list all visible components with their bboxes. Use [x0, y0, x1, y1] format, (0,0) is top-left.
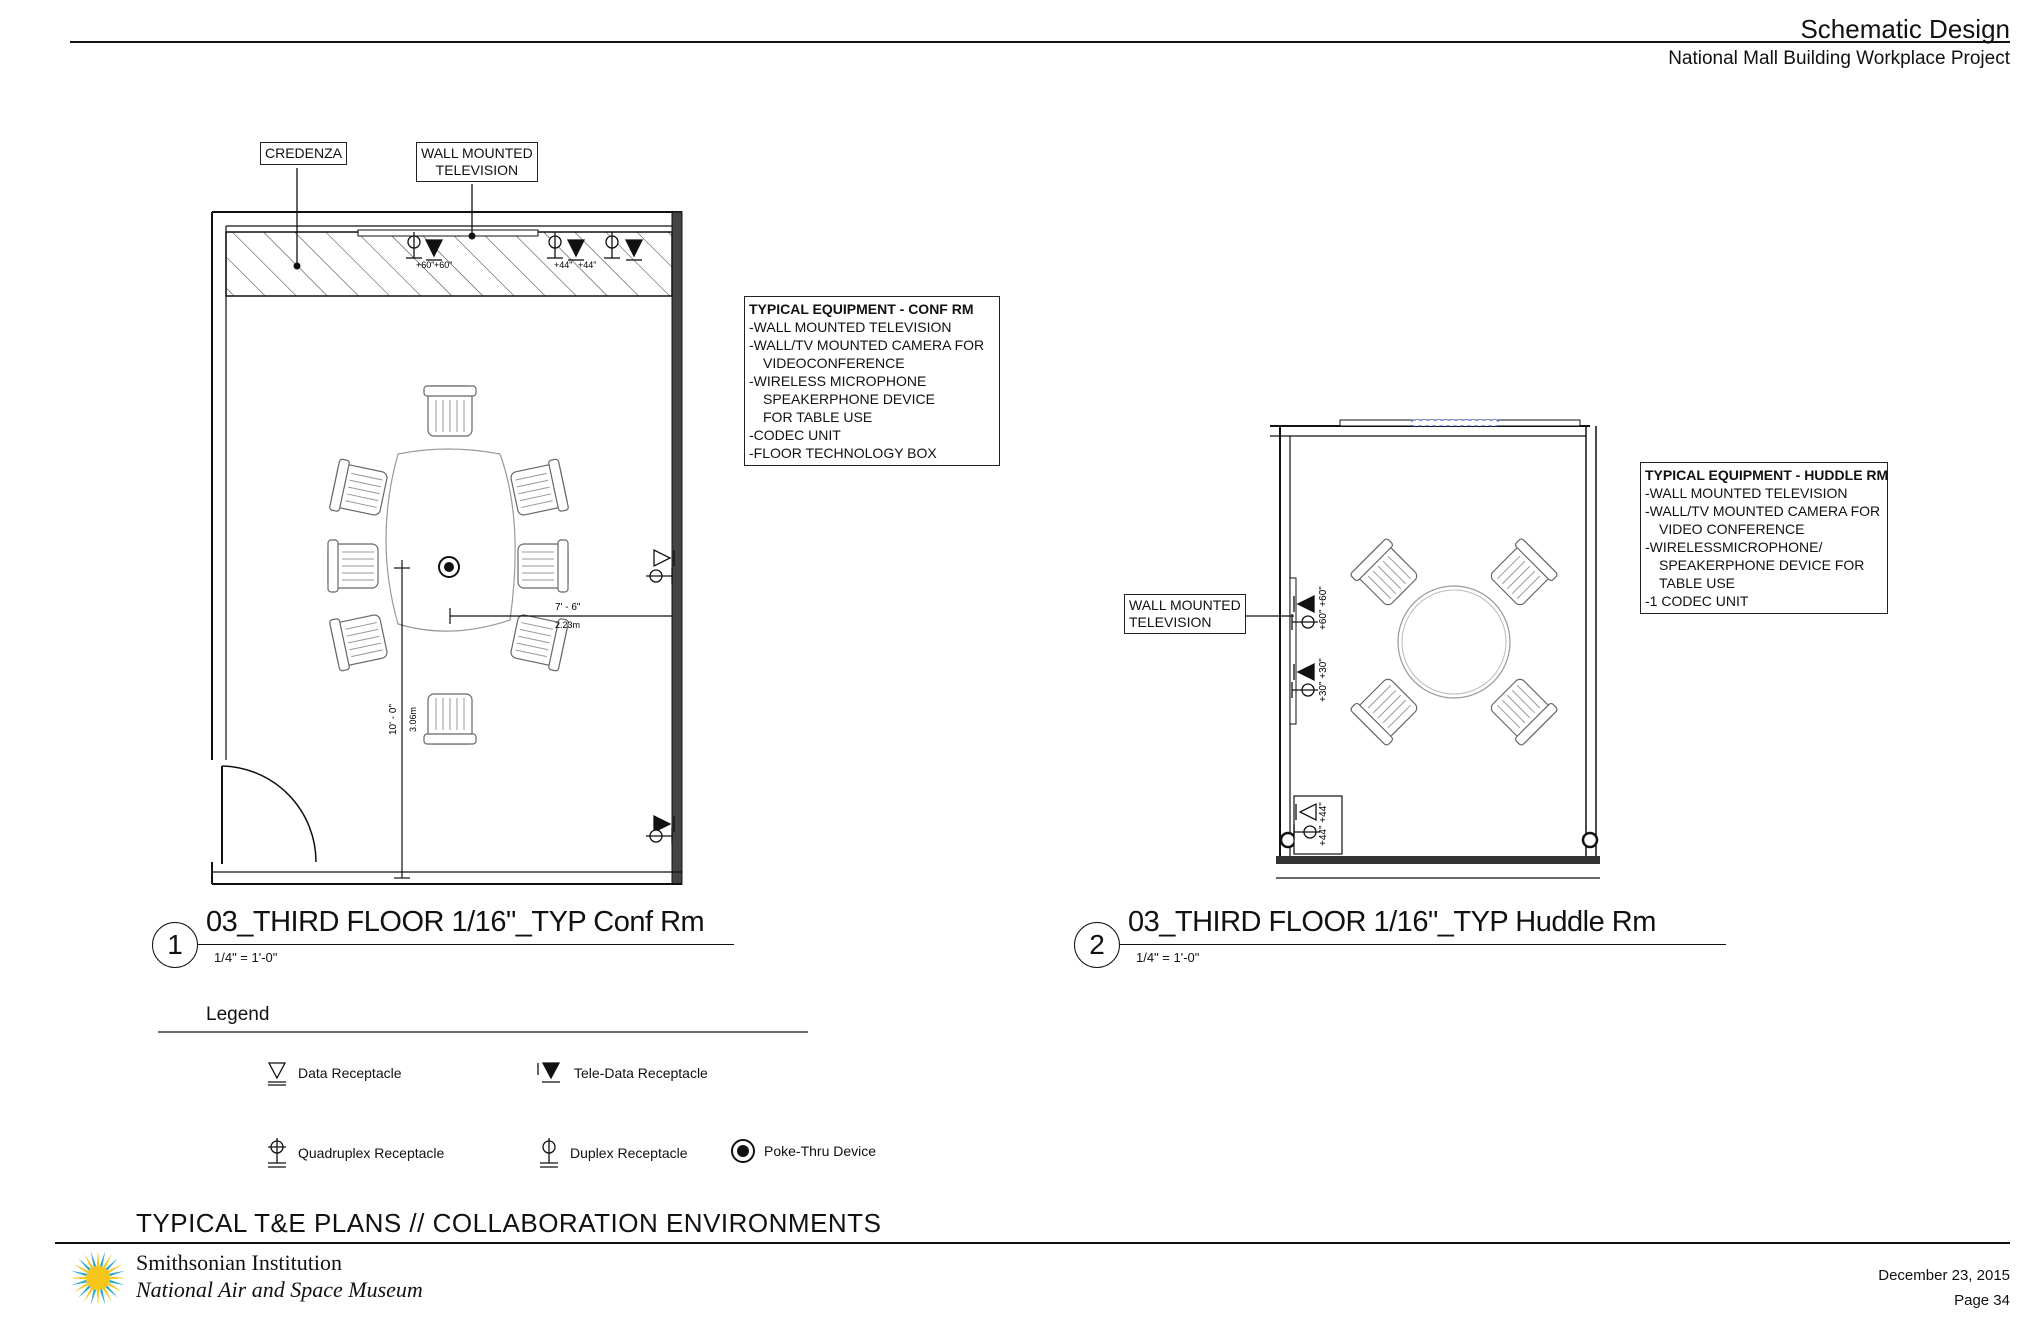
huddle-equipment-title: TYPICAL EQUIPMENT - HUDDLE RM — [1645, 467, 1889, 483]
legend-item-poke-thru-device — [730, 1136, 876, 1166]
conf-width-dimension: 7' - 6" — [555, 602, 581, 613]
sheet-date: December 23, 2015 — [1878, 1267, 2010, 1284]
quadruplex-receptacle-icon — [264, 1136, 290, 1170]
huddle-equipment-line: -1 CODEC UNIT — [1645, 593, 1749, 609]
view-2-title-rule — [1120, 944, 1726, 945]
conf-height-label-1: +60" — [416, 260, 435, 270]
logo-ray — [106, 1286, 118, 1298]
conf-width-metric: 2.23m — [555, 620, 581, 630]
logo-ray — [109, 1280, 125, 1285]
footer-rule — [55, 1242, 2010, 1244]
view-1-title-rule — [198, 944, 734, 945]
logo-ray — [71, 1271, 87, 1276]
view-1-title: 03_THIRD FLOOR 1/16"_TYP Conf Rm — [206, 906, 705, 938]
conf-height-label-4: +44" — [578, 260, 597, 270]
huddle-equipment-box — [1640, 462, 1888, 614]
duplex-receptacle-icon — [536, 1136, 562, 1170]
drawing-phase-title: Schematic Design — [1800, 14, 2010, 44]
logo-ray — [106, 1258, 118, 1270]
conf-equipment-line: SPEAKERPHONE DEVICE — [763, 391, 935, 407]
conf-equipment-line: -CODEC UNIT — [749, 427, 841, 443]
legend-label: Poke-Thru Device — [764, 1143, 877, 1159]
logo-ray — [97, 1290, 100, 1306]
credenza-tag-text: CREDENZA — [265, 145, 343, 161]
huddle-room-plan — [1238, 420, 1600, 878]
huddle-equipment-line: SPEAKERPHONE DEVICE FOR — [1659, 557, 1865, 573]
conf-equipment-line: -WALL/TV MOUNTED CAMERA FOR — [749, 337, 985, 353]
page-number: Page 34 — [1954, 1292, 2010, 1309]
legend-title: Legend — [206, 1004, 270, 1025]
conf-equipment-line: VIDEOCONFERENCE — [763, 355, 905, 371]
logo-ray — [110, 1277, 126, 1280]
view-1-scale: 1/4" = 1'-0" — [214, 950, 278, 965]
logo-ray — [71, 1280, 87, 1285]
logo-ray — [91, 1251, 96, 1267]
view-2-title: 03_THIRD FLOOR 1/16"_TYP Huddle Rm — [1128, 906, 1656, 938]
smithsonian-sun-logo — [68, 1248, 128, 1308]
legend-item-quadruplex-receptacle — [264, 1136, 444, 1170]
conference-room-plan — [212, 168, 682, 884]
huddle-height-label-2: +30" +30" — [1318, 658, 1329, 702]
conf-equipment-box — [744, 296, 1000, 466]
conf-height-label-2: +60" — [434, 260, 453, 270]
huddle-height-label-3: +44" +44" — [1318, 802, 1329, 846]
poke-thru-device-icon — [730, 1136, 756, 1166]
logo-ray — [78, 1286, 90, 1298]
conf-tv-tag — [416, 142, 538, 182]
huddle-height-label-1: +60" +60" — [1318, 586, 1329, 630]
legend-label: Data Receptacle — [298, 1065, 402, 1081]
logo-ray — [100, 1289, 105, 1305]
project-name: National Mall Building Workplace Project — [1668, 48, 2010, 69]
huddle-tv-tag — [1124, 594, 1246, 634]
legend-item-duplex-receptacle — [536, 1136, 688, 1170]
sheet-title: TYPICAL T&E PLANS // COLLABORATION ENVIRONMENTS — [136, 1208, 882, 1238]
huddle-tv-tag-line2: TELEVISION — [1129, 614, 1212, 630]
legend-item-data-receptacle — [264, 1058, 402, 1088]
huddle-tv-tag-line1: WALL MOUNTED — [1129, 597, 1241, 613]
legend-item-tele-data-receptacle — [536, 1058, 708, 1088]
museum-name: National Air and Space Museum — [136, 1277, 423, 1302]
conf-equipment-line: -WIRELESS MICROPHONE — [749, 373, 927, 389]
view-1-number: 1 — [152, 922, 198, 968]
credenza-tag — [260, 142, 347, 165]
logo-ray — [70, 1277, 86, 1280]
conf-height-label-3: +44" — [554, 260, 573, 270]
conf-depth-metric: 3.06m — [408, 706, 418, 732]
legend-label: Quadruplex Receptacle — [298, 1145, 445, 1161]
legend-label: Duplex Receptacle — [570, 1145, 688, 1161]
huddle-equipment-line: VIDEO CONFERENCE — [1659, 521, 1805, 537]
conf-equipment-title: TYPICAL EQUIPMENT - CONF RM — [749, 301, 974, 317]
logo-ray — [78, 1258, 90, 1270]
logo-ray — [100, 1251, 105, 1267]
conf-equipment-line: -FLOOR TECHNOLOGY BOX — [749, 445, 937, 461]
conf-tv-tag-line1: WALL MOUNTED — [421, 145, 533, 161]
view-2-number: 2 — [1074, 922, 1120, 968]
legend-label: Tele-Data Receptacle — [574, 1065, 708, 1081]
huddle-equipment-line: TABLE USE — [1659, 575, 1735, 591]
data-receptacle-icon — [264, 1058, 290, 1088]
logo-ray — [109, 1271, 125, 1276]
conf-equipment-line: FOR TABLE USE — [763, 409, 873, 425]
conf-depth-dimension: 10' - 0" — [388, 703, 399, 735]
conf-tv-tag-line2: TELEVISION — [435, 162, 519, 178]
conf-equipment-line: -WALL MOUNTED TELEVISION — [749, 319, 952, 335]
logo-ray — [97, 1250, 100, 1266]
organization-name: Smithsonian Institution — [136, 1250, 342, 1275]
huddle-equipment-line: -WALL MOUNTED TELEVISION — [1645, 485, 1848, 501]
logo-ray — [91, 1289, 96, 1305]
huddle-equipment-line: -WALL/TV MOUNTED CAMERA FOR — [1645, 503, 1881, 519]
tele-data-receptacle-icon — [536, 1058, 566, 1088]
huddle-equipment-line: -WIRELESSMICROPHONE/ — [1645, 539, 1823, 555]
view-2-scale: 1/4" = 1'-0" — [1136, 950, 1200, 965]
